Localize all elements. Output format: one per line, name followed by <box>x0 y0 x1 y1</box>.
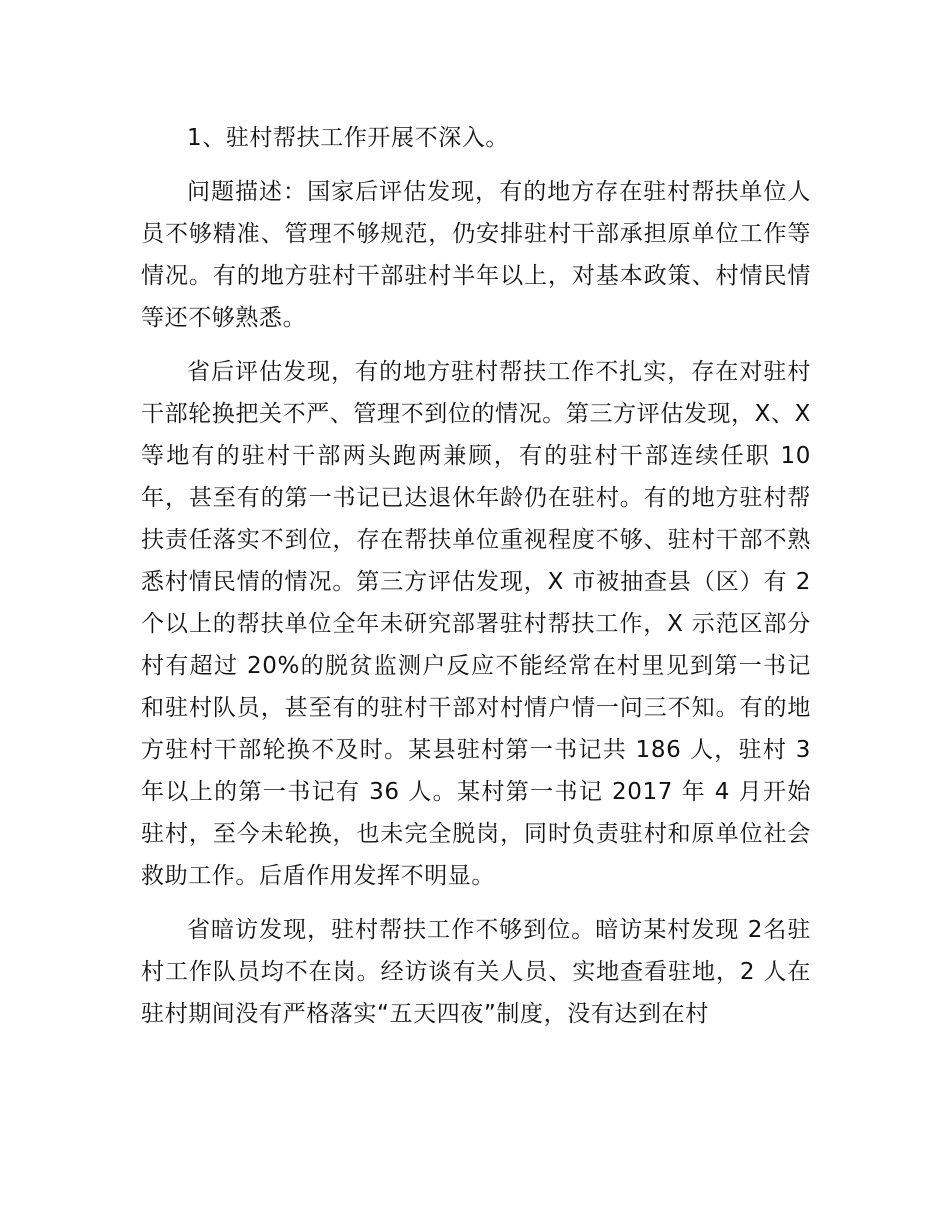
section-heading: 1、驻村帮扶工作开展不深入。 <box>187 125 510 151</box>
paragraph-problem-description: 问题描述：国家后评估发现，有的地方存在驻村帮扶单位人员不够精准、管理不够规范，仍安排驻村干部承担原单位工作等情况。有的地方驻村干部驻村半年以上，对基本政策、村情民情等还不够熟悉。 <box>141 179 811 331</box>
document-body <box>141 117 811 1047</box>
paragraph-provincial-evaluation: 省后评估发现，有的地方驻村帮扶工作不扎实，存在对驻村干部轮换把关不严、管理不到位的情况。第三方评估发现，X、X 等地有的驻村干部两头跑两兼顾，有的驻村干部连续任职 10 年，甚至有的第一书记已达退休年龄仍在驻村。有的地方驻村帮扶责任落实不到位，存在帮扶单位重视程度不够、驻村干部不熟悉村情民情的情况。第三方评估发现，X 市被抽查县（区）有 2 个以上的帮扶单位全年未研究部署驻村帮扶工作，X 示范区部分村有超过 20%的脱贫监测户反应不能经常在村里见到第一书记和驻村队员，甚至有的驻村干部对村情户情一问三不知。有的地方驻村干部轮换不及时。某县驻村第一书记共 186 人，驻村 3 年以上的第一书记有 36 人。某村第一书记 2017 年 4 月开始驻村，至今未轮换，也未完全脱岗，同时负责驻村和原单位社会救助工作。后盾作用发挥不明显。 <box>141 359 811 889</box>
paragraph-provincial-inspection: 省暗访发现，驻村帮扶工作不够到位。暗访某村发现 2名驻村工作队员均不在岗。经访谈有关人员、实地查看驻地，2 人在驻村期间没有严格落实“五天四夜”制度，没有达到在村 <box>141 917 811 1027</box>
